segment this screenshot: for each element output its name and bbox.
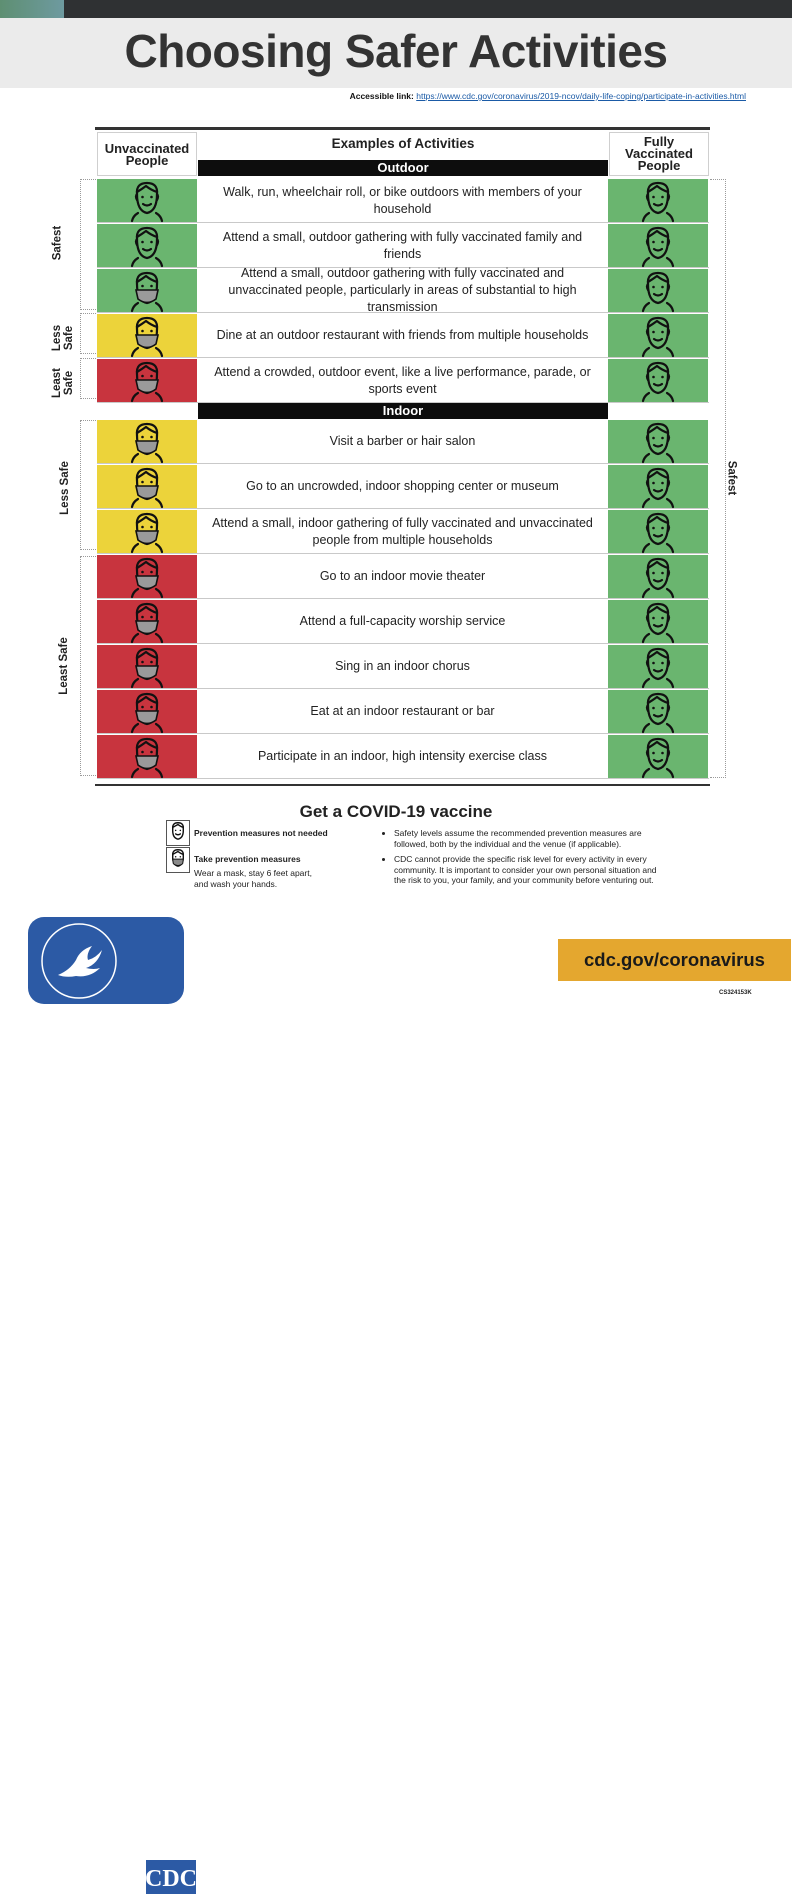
activity-text: Participate in an indoor, high intensity exercise class xyxy=(257,749,548,763)
activity-row xyxy=(97,465,709,509)
vaccinated-risk-cell xyxy=(608,465,708,508)
vaccinated-risk-cell xyxy=(608,269,708,312)
vaccinated-risk-cell xyxy=(608,510,708,553)
person-face-icon xyxy=(640,646,676,687)
activity-row xyxy=(97,690,709,734)
person-face-icon xyxy=(166,820,190,846)
activity-row xyxy=(97,179,709,223)
note-item: • CDC cannot provide the specific risk level for every activity in every community. It is important to consider your own personal situation and the risk to you, your family, and your community before venturing out. xyxy=(394,854,662,886)
note-item: • Safety levels assume the recommended prevention measures are followed, both by the individual and the venue (if applicable). xyxy=(394,828,662,849)
side-label-outdoor-least-safe: Least Safe xyxy=(51,367,75,399)
group-outdoor-less-safe xyxy=(80,313,96,354)
cdc-website-link[interactable]: cdc.gov/coronavirus xyxy=(558,939,791,981)
side-label-outdoor-safest: Safest xyxy=(51,225,64,261)
person-face-icon xyxy=(640,270,676,311)
activity-row xyxy=(97,645,709,689)
unvaccinated-risk-cell xyxy=(97,314,197,357)
column-header-examples: Examples of Activities xyxy=(331,136,475,151)
accessible-link[interactable]: https://www.cdc.gov/coronavirus/2019-ncov/daily-life-coping/participate-in-activities.html xyxy=(416,91,746,101)
accessible-link-label: Accessible link: xyxy=(349,91,414,101)
column-header-unvaccinated: Unvaccinated People xyxy=(104,141,190,168)
activity-row xyxy=(97,510,709,554)
person-face-icon xyxy=(640,180,676,221)
legend-no-mask-text: Prevention measures not needed xyxy=(194,828,328,838)
hhs-seal-icon xyxy=(36,920,122,1002)
activity-text: Sing in an indoor chorus xyxy=(335,659,470,673)
person-face-icon xyxy=(129,225,165,266)
person-face-mask-icon xyxy=(129,511,165,552)
top-bar xyxy=(0,0,792,18)
unvaccinated-risk-cell xyxy=(97,465,197,508)
activity-text: Go to an indoor movie theater xyxy=(319,569,486,583)
notes-list xyxy=(382,828,662,891)
person-face-mask-icon xyxy=(129,736,165,777)
activity-text: Eat at an indoor restaurant or bar xyxy=(310,704,495,718)
accessible-link-line xyxy=(350,91,746,101)
person-face-icon xyxy=(640,466,676,507)
top-bar-accent xyxy=(0,0,64,18)
table-top-rule xyxy=(95,127,710,130)
person-face-icon xyxy=(640,421,676,462)
unvaccinated-risk-cell xyxy=(97,555,197,598)
activity-text: Walk, run, wheelchair roll, or bike outdoors with members of your household xyxy=(223,184,582,216)
group-indoor-least-safe xyxy=(80,556,96,776)
person-face-icon xyxy=(640,556,676,597)
person-face-mask-icon xyxy=(129,466,165,507)
activity-text: Go to an uncrowded, indoor shopping center or museum xyxy=(246,479,559,493)
document-code: CS324153K xyxy=(719,990,752,996)
unvaccinated-risk-cell xyxy=(97,420,197,463)
person-face-mask-icon xyxy=(129,691,165,732)
vaccinated-risk-cell xyxy=(608,224,708,267)
legend-mask-title: Take prevention measures xyxy=(194,854,301,864)
unvaccinated-risk-cell xyxy=(97,645,197,688)
vaccinated-risk-cell xyxy=(608,555,708,598)
unvaccinated-risk-cell xyxy=(97,600,197,643)
person-face-icon xyxy=(640,225,676,266)
side-label-indoor-less-safe: Less Safe xyxy=(58,461,71,515)
group-outdoor-safest xyxy=(80,179,96,310)
vaccinated-risk-cell xyxy=(608,420,708,463)
activity-row xyxy=(97,420,709,464)
activity-row xyxy=(97,600,709,644)
activity-text: Attend a small, outdoor gathering with fully vaccinated and unvaccinated people, particularly in areas of substantial to high transmission xyxy=(228,266,577,314)
unvaccinated-risk-cell xyxy=(97,510,197,553)
cdc-logo-text: CDC xyxy=(145,1866,197,1892)
unvaccinated-risk-cell xyxy=(97,735,197,778)
person-face-icon xyxy=(640,511,676,552)
person-face-mask-icon xyxy=(166,847,190,873)
vaccinated-risk-cell xyxy=(608,690,708,733)
hhs-cdc-logo-block xyxy=(28,917,197,1892)
vaccinated-risk-cell xyxy=(608,179,708,222)
side-label-vaccinated-safest: Safest xyxy=(725,460,738,496)
section-indoor: Indoor xyxy=(198,403,608,419)
person-face-mask-icon xyxy=(129,646,165,687)
activity-row xyxy=(97,555,709,599)
activity-text: Dine at an outdoor restaurant with friends from multiple households xyxy=(216,328,589,342)
page-title: Choosing Safer Activities xyxy=(124,25,668,77)
activity-row xyxy=(97,314,709,358)
person-face-mask-icon xyxy=(129,360,165,401)
activity-row xyxy=(97,735,709,779)
unvaccinated-risk-cell xyxy=(97,269,197,312)
activity-text: Attend a crowded, outdoor event, like a live performance, parade, or sports event xyxy=(214,364,591,396)
person-face-mask-icon xyxy=(129,421,165,462)
vaccinated-risk-cell xyxy=(608,735,708,778)
person-face-icon xyxy=(640,601,676,642)
cdc-logo xyxy=(143,1857,199,1897)
activity-text: Attend a small, outdoor gathering with fully vaccinated family and friends xyxy=(222,229,583,261)
person-face-icon xyxy=(640,360,676,401)
activity-row xyxy=(97,266,709,314)
group-vaccinated-safest xyxy=(710,179,726,778)
person-face-icon xyxy=(640,315,676,356)
unvaccinated-risk-cell xyxy=(97,179,197,222)
side-label-outdoor-less-safe: Less Safe xyxy=(51,324,75,352)
vaccinated-risk-cell xyxy=(608,645,708,688)
person-face-icon xyxy=(129,180,165,221)
person-face-mask-icon xyxy=(129,601,165,642)
activity-row xyxy=(97,359,709,403)
column-header-fully-vaccinated: Fully Vaccinated People xyxy=(625,134,693,173)
unvaccinated-risk-cell xyxy=(97,359,197,402)
activity-text: Attend a full-capacity worship service xyxy=(299,614,506,628)
person-face-icon xyxy=(640,736,676,777)
activity-text: Attend a small, indoor gathering of fully vaccinated and unvaccinated people from multiple households xyxy=(212,515,593,547)
person-face-mask-icon xyxy=(129,270,165,311)
unvaccinated-risk-cell xyxy=(97,224,197,267)
legend-mask-detail: Wear a mask, stay 6 feet apart, and wash your hands. xyxy=(194,868,312,889)
activity-row xyxy=(97,224,709,268)
vaccinated-risk-cell xyxy=(608,600,708,643)
person-face-icon xyxy=(640,691,676,732)
activity-text: Visit a barber or hair salon xyxy=(329,434,476,448)
group-indoor-less-safe xyxy=(80,420,96,550)
vaccine-heading: Get a COVID-19 vaccine xyxy=(299,802,493,821)
person-face-mask-icon xyxy=(129,556,165,597)
vaccinated-risk-cell xyxy=(608,359,708,402)
group-outdoor-least-safe xyxy=(80,358,96,399)
vaccinated-risk-cell xyxy=(608,314,708,357)
person-face-mask-icon xyxy=(129,315,165,356)
table-bottom-rule xyxy=(95,784,710,786)
side-label-indoor-least-safe: Least Safe xyxy=(57,637,70,695)
section-outdoor: Outdoor xyxy=(198,160,608,176)
unvaccinated-risk-cell xyxy=(97,690,197,733)
